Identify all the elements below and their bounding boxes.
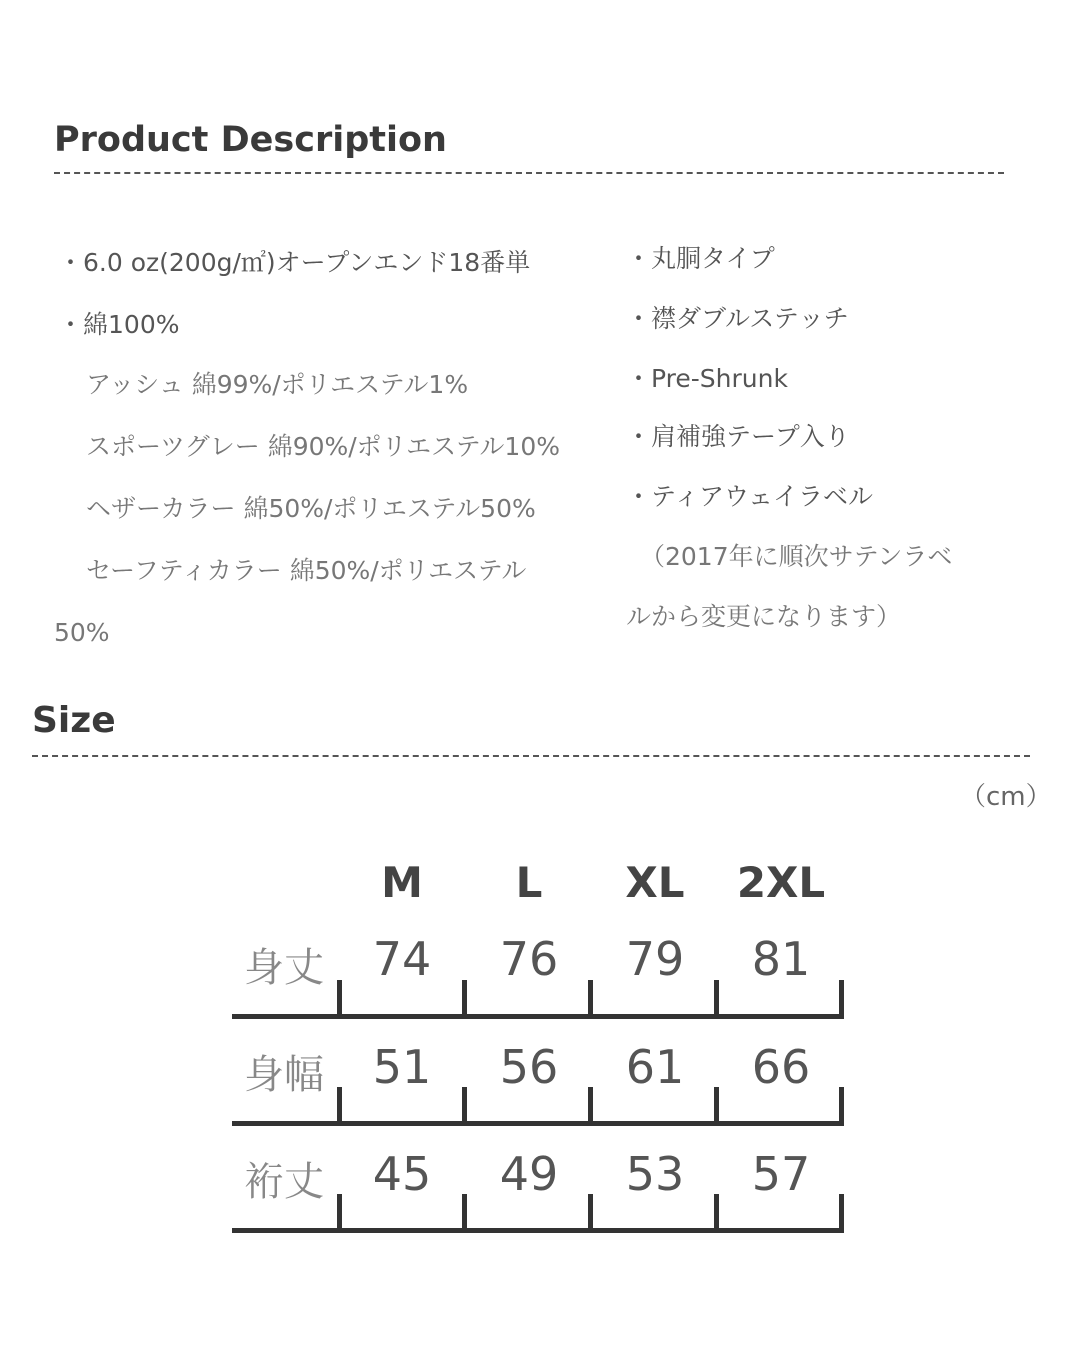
row-tick: [462, 980, 467, 1018]
product-description-title: Product Description: [54, 120, 447, 160]
row-tick: [839, 980, 844, 1018]
row-tick: [462, 1194, 467, 1232]
description-divider: [54, 172, 1004, 174]
feature-pre-shrunk: ・ Pre-Shrunk: [626, 364, 788, 394]
table-cell: 66: [751, 1040, 811, 1094]
table-cell: 45: [372, 1147, 432, 1201]
feature-double-stitch: ・ 襟ダブルステッチ: [626, 304, 849, 334]
table-cell: 53: [625, 1147, 685, 1201]
row-baseline: [232, 1228, 844, 1233]
feature-label-note: （2017年に順次サテンラベ: [640, 542, 953, 571]
spec-ash: アッシュ 綿99%/ポリエステル1%: [86, 370, 469, 399]
row-tick: [337, 980, 342, 1018]
table-cell: 74: [372, 932, 432, 986]
size-header-xl: XL: [625, 858, 685, 907]
size-header-l: L: [515, 858, 543, 907]
table-cell: 56: [499, 1040, 559, 1094]
row-tick: [462, 1087, 467, 1125]
table-cell: 81: [751, 932, 811, 986]
row-tick: [588, 1087, 593, 1125]
feature-tubular: ・ 丸胴タイプ: [626, 244, 775, 274]
row-label-body-width: 身幅: [244, 1052, 324, 1098]
spec-heather: ヘザーカラー 綿50%/ポリエステル50%: [86, 494, 536, 523]
row-label-sleeve-length: 裄丈: [244, 1159, 324, 1205]
row-baseline: [232, 1121, 844, 1126]
feature-tearaway-label: ・ ティアウェイラベル: [626, 482, 873, 512]
table-cell: 57: [751, 1147, 811, 1201]
table-cell: 49: [499, 1147, 559, 1201]
row-tick: [588, 980, 593, 1018]
feature-shoulder-tape: ・ 肩補強テープ入り: [626, 422, 850, 452]
table-cell: 76: [499, 932, 559, 986]
spec-safety-cont: 50%: [54, 618, 110, 647]
feature-label-note-cont: ルから変更になります）: [626, 602, 902, 631]
size-divider: [32, 755, 1030, 757]
row-tick: [714, 980, 719, 1018]
row-tick: [714, 1087, 719, 1125]
size-title: Size: [32, 700, 116, 741]
size-header-2xl: 2XL: [736, 858, 826, 907]
row-tick: [839, 1087, 844, 1125]
row-tick: [839, 1194, 844, 1232]
row-tick: [588, 1194, 593, 1232]
spec-safety: セーフティカラー 綿50%/ポリエステル: [86, 556, 527, 585]
row-tick: [337, 1194, 342, 1232]
size-header-m: M: [381, 858, 423, 907]
row-tick: [337, 1087, 342, 1125]
row-baseline: [232, 1014, 844, 1019]
row-tick: [714, 1194, 719, 1232]
unit-label: （cm）: [960, 782, 1052, 812]
table-cell: 51: [372, 1040, 432, 1094]
spec-sport-grey: スポーツグレー 綿90%/ポリエステル10%: [86, 432, 561, 461]
row-label-body-length: 身丈: [244, 945, 324, 991]
spec-cotton: ・ 綿100%: [58, 310, 180, 340]
table-cell: 79: [625, 932, 685, 986]
table-cell: 61: [625, 1040, 685, 1094]
spec-fabric-weight: ・ 6.0 oz(200g/㎡)オープンエンド18番単: [58, 248, 530, 278]
